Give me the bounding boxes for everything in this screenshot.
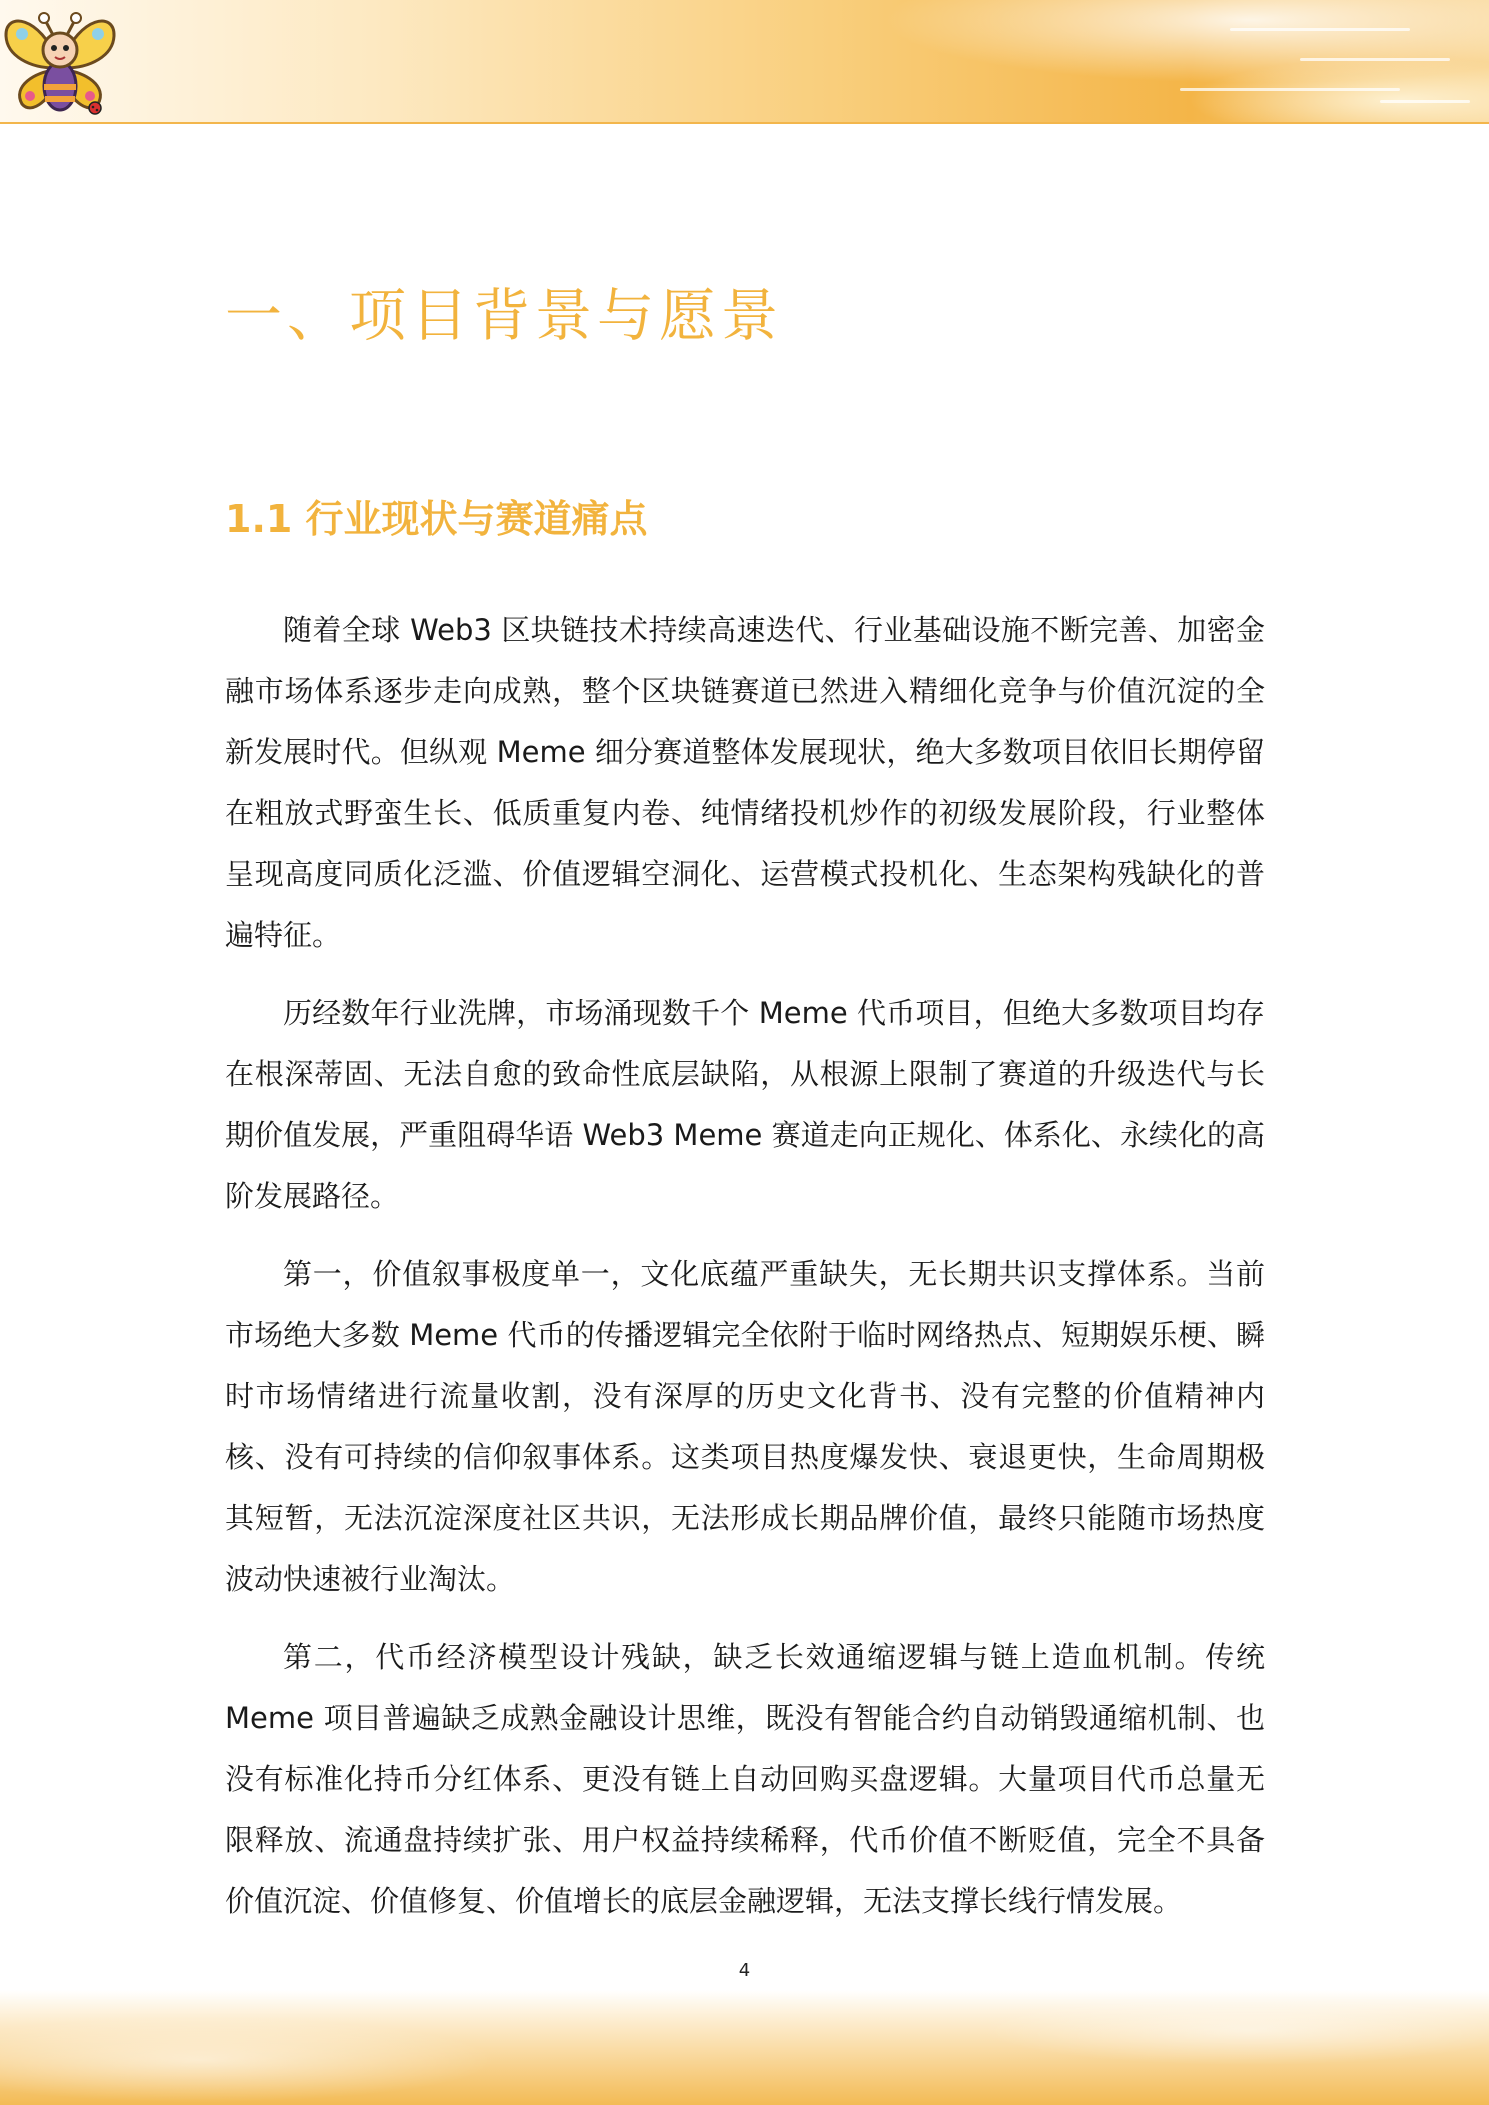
paragraph: 历经数年行业洗牌，市场涌现数千个 Meme 代币项目，但绝大多数项目均存在根深蒂固、无法自愈的致命性底层缺陷，从根源上限制了赛道的升级迭代与长期价值发展，严重阻碍华语 Web3 Meme 赛道走向正规化、体系化、永续化的高阶发展路径。 bbox=[225, 996, 1265, 1213]
header-banner bbox=[0, 0, 1489, 124]
page-number: 4 bbox=[738, 1960, 751, 1981]
chapter-title: 一、项目背景与愿景 bbox=[225, 283, 783, 349]
body-text bbox=[225, 600, 1265, 1949]
footer-banner bbox=[0, 1990, 1489, 2105]
section-title: 1.1 行业现状与赛道痛点 bbox=[225, 497, 648, 541]
paragraph: 第二，代币经济模型设计残缺，缺乏长效通缩逻辑与链上造血机制。传统 Meme 项目普遍缺乏成熟金融设计思维，既没有智能合约自动销毁通缩机制、也没有标准化持币分红体系、更没有链上自动回购买盘逻辑。大量项目代币总量无限释放、流通盘持续扩张、用户权益持续稀释，代币价值不断贬值，完全不具备价值沉淀、价值修复、价值增长的底层金融逻辑，无法支撑长线行情发展。 bbox=[225, 1640, 1265, 1918]
butterfly-mascot-logo bbox=[0, 6, 120, 116]
paragraph: 随着全球 Web3 区块链技术持续高速迭代、行业基础设施不断完善、加密金融市场体系逐步走向成熟，整个区块链赛道已然进入精细化竞争与价值沉淀的全新发展时代。但纵观 Meme 细分赛道整体发展现状，绝大多数项目依旧长期停留在粗放式野蛮生长、低质重复内卷、纯情绪投机炒作的初级发展阶段，行业整体呈现高度同质化泛滥、价值逻辑空洞化、运营模式投机化、生态架构残缺化的普遍特征。 bbox=[225, 613, 1265, 952]
paragraph: 第一，价值叙事极度单一，文化底蕴严重缺失，无长期共识支撑体系。当前市场绝大多数 Meme 代币的传播逻辑完全依附于临时网络热点、短期娱乐梗、瞬时市场情绪进行流量收割，没有深厚的历史文化背书、没有完整的价值精神内核、没有可持续的信仰叙事体系。这类项目热度爆发快、衰退更快，生命周期极其短暂，无法沉淀深度社区共识，无法形成长期品牌价值，最终只能随市场热度波动快速被行业淘汰。 bbox=[225, 1257, 1265, 1596]
